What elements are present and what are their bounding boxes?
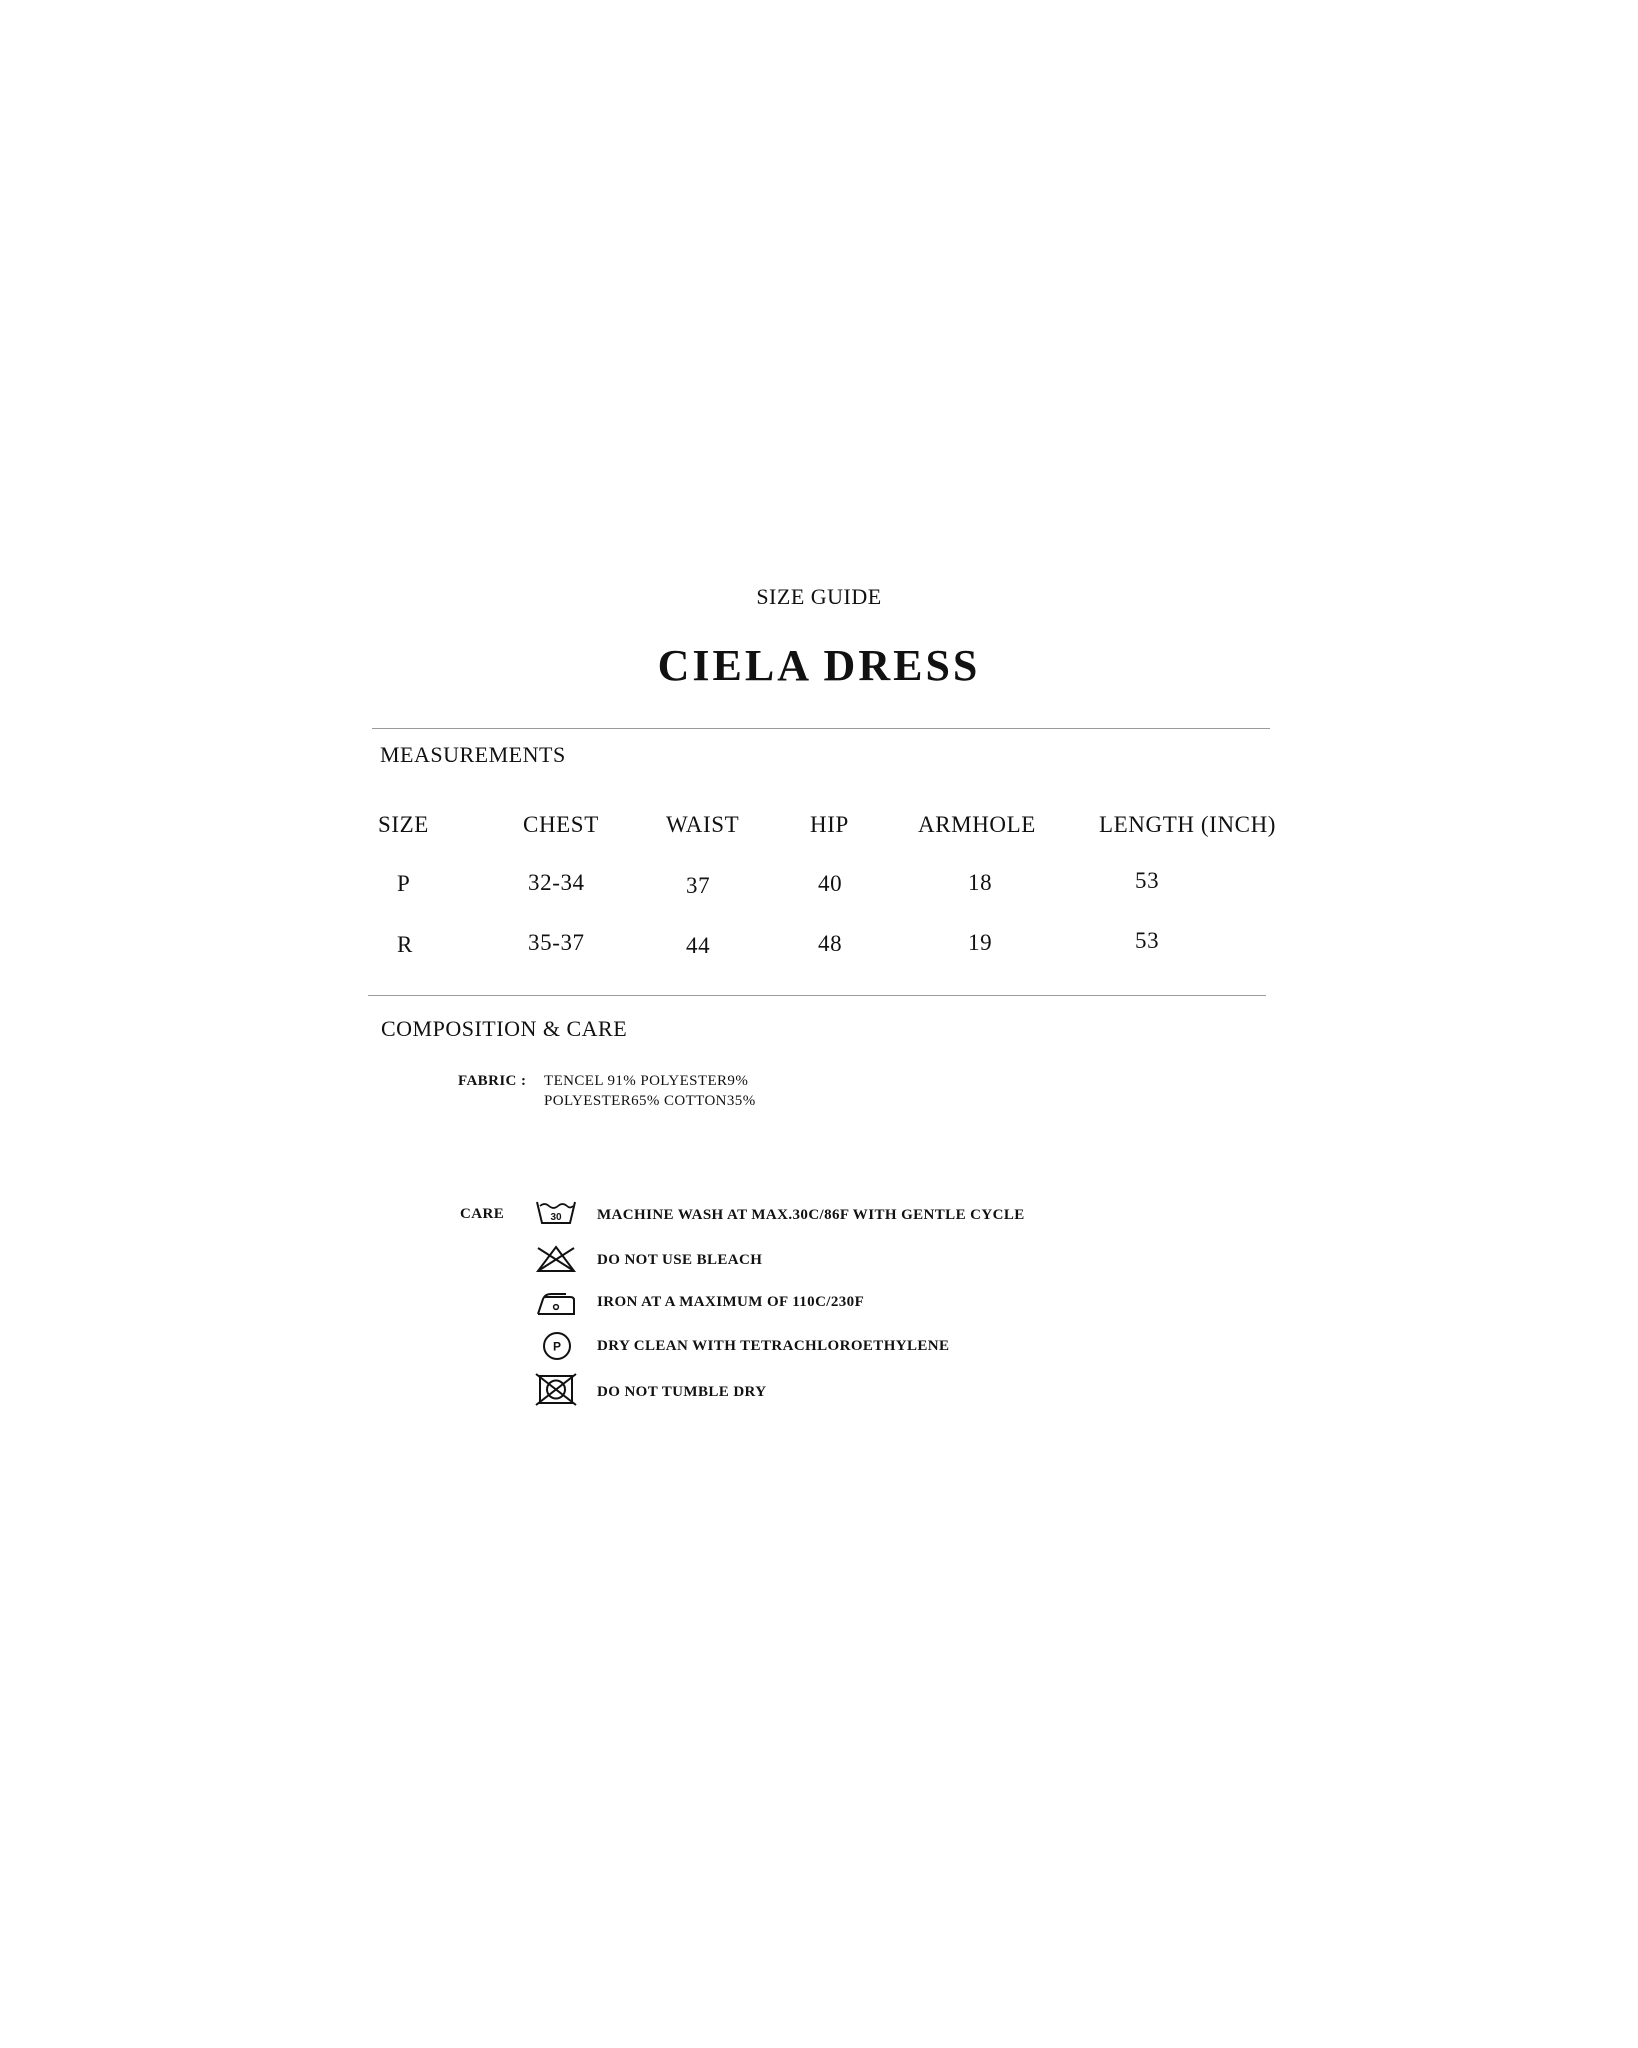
- svg-text:P: P: [552, 1339, 562, 1354]
- cell-hip: 40: [818, 871, 843, 896]
- cell-length: 53: [1135, 928, 1160, 953]
- care-text: IRON AT A MAXIMUM OF 110C/230F: [597, 1294, 865, 1310]
- cell-armhole: 18: [968, 870, 993, 895]
- care-text: DO NOT TUMBLE DRY: [597, 1384, 767, 1400]
- cell-size: R: [397, 932, 413, 957]
- column-header-length: LENGTH (INCH): [1099, 812, 1277, 837]
- care-label: CARE: [460, 1206, 505, 1222]
- cell-chest: 35-37: [528, 930, 585, 955]
- cell-waist: 44: [686, 933, 711, 958]
- page-subtitle: SIZE GUIDE: [756, 584, 882, 609]
- cell-size: P: [397, 871, 411, 896]
- cell-length: 53: [1135, 868, 1160, 893]
- divider-top: [372, 728, 1270, 729]
- fabric-line: TENCEL 91% POLYESTER9%: [544, 1073, 749, 1089]
- fabric-line: POLYESTER65% COTTON35%: [544, 1093, 756, 1109]
- care-text: MACHINE WASH AT MAX.30C/86F WITH GENTLE CYCLE: [597, 1207, 1025, 1223]
- column-header-waist: WAIST: [666, 812, 740, 837]
- cell-chest: 32-34: [528, 870, 585, 895]
- care-text: DO NOT USE BLEACH: [597, 1252, 763, 1268]
- measurements-heading: MEASUREMENTS: [380, 742, 566, 767]
- care-text: DRY CLEAN WITH TETRACHLOROETHYLENE: [597, 1338, 950, 1354]
- divider-middle: [368, 995, 1266, 996]
- svg-text:30: 30: [550, 1212, 562, 1223]
- no-tumble-dry-icon: [534, 1372, 578, 1406]
- no-bleach-icon: [534, 1244, 578, 1274]
- cell-armhole: 19: [968, 930, 993, 955]
- cell-waist: 37: [686, 873, 711, 898]
- composition-heading: COMPOSITION & CARE: [381, 1016, 628, 1041]
- cell-hip: 48: [818, 931, 843, 956]
- column-header-chest: CHEST: [523, 812, 599, 837]
- wash-30-icon: [534, 1198, 578, 1226]
- page-title: CIELA DRESS: [657, 641, 981, 690]
- fabric-label: FABRIC :: [458, 1073, 527, 1089]
- column-header-size: SIZE: [378, 812, 429, 837]
- iron-low-icon: [534, 1288, 578, 1318]
- dry-clean-p-icon: [541, 1330, 573, 1362]
- column-header-hip: HIP: [810, 812, 849, 837]
- column-header-armhole: ARMHOLE: [918, 812, 1036, 837]
